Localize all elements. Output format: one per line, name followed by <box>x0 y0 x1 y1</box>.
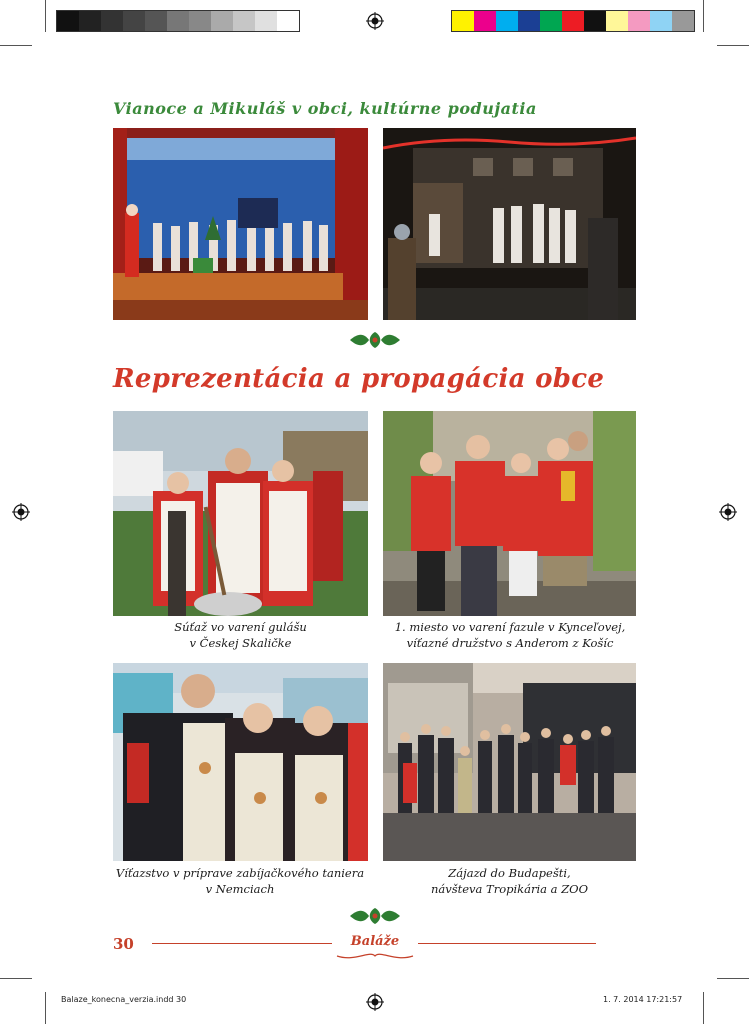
running-title: Baláže <box>350 934 400 949</box>
gray-swatch <box>211 11 233 31</box>
crop-mark <box>0 45 32 46</box>
photo-stage-children <box>113 128 368 320</box>
gray-swatch <box>233 11 255 31</box>
color-swatch <box>584 11 606 31</box>
registration-mark-icon <box>719 503 737 521</box>
crop-mark <box>0 978 32 979</box>
color-swatch <box>540 11 562 31</box>
photo-bean-winners <box>383 411 636 616</box>
slug-timestamp: 1. 7. 2014 17:21:57 <box>603 995 683 1004</box>
gray-swatch <box>277 11 299 31</box>
footer-rule-right <box>418 943 596 944</box>
photo-medal-winners <box>113 663 368 861</box>
gray-swatch <box>123 11 145 31</box>
crop-mark <box>717 45 749 46</box>
crop-mark <box>717 978 749 979</box>
caption-line: 1. miesto vo varení fazule v Kynceľovej, <box>394 620 626 634</box>
color-swatch <box>672 11 694 31</box>
caption-goulash <box>113 619 368 651</box>
caption-line: v Českej Skaličke <box>189 636 292 650</box>
photo-nativity-night <box>383 128 636 320</box>
caption-budapest <box>383 865 636 897</box>
caption-pork-plate <box>105 865 375 897</box>
caption-line: Víťazstvo v príprave zabíjačkového taniera <box>115 866 365 880</box>
gray-swatch <box>57 11 79 31</box>
caption-line: v Nemciach <box>205 882 275 896</box>
crop-mark <box>703 0 704 32</box>
section-heading-representation: Reprezentácia a propagácia obce <box>113 364 605 394</box>
page-number: 30 <box>113 935 134 953</box>
color-swatch <box>562 11 584 31</box>
caption-line: Súťaž vo varení gulášu <box>174 620 307 634</box>
color-bar <box>451 10 695 32</box>
gray-swatch <box>79 11 101 31</box>
caption-line: víťazné družstvo s Anderom z Košíc <box>406 636 614 650</box>
registration-mark-icon <box>366 993 384 1011</box>
gray-swatch <box>189 11 211 31</box>
gray-swatch <box>255 11 277 31</box>
color-swatch <box>628 11 650 31</box>
footer-rule-left <box>152 943 332 944</box>
ornament-divider-icon <box>350 330 400 350</box>
registration-mark-icon <box>366 12 384 30</box>
color-swatch <box>452 11 474 31</box>
color-swatch <box>606 11 628 31</box>
gray-swatch <box>101 11 123 31</box>
gray-scale-bar <box>56 10 300 32</box>
section-heading-christmas: Vianoce a Mikuláš v obci, kultúrne podujatia <box>113 99 537 118</box>
slug-filename: Balaze_konecna_verzia.indd 30 <box>61 995 187 1004</box>
caption-bean-winners <box>380 619 640 651</box>
caption-line: návšteva Tropikária a ZOO <box>430 882 589 896</box>
crop-mark <box>703 992 704 1024</box>
color-swatch <box>474 11 496 31</box>
photo-goulash-contest <box>113 411 368 616</box>
ornament-divider-icon <box>350 906 400 926</box>
caption-line: Zájazd do Budapešti, <box>448 866 571 880</box>
crop-mark <box>45 992 46 1024</box>
photo-budapest-trip <box>383 663 636 861</box>
registration-mark-icon <box>12 503 30 521</box>
gray-swatch <box>167 11 189 31</box>
color-swatch <box>518 11 540 31</box>
color-swatch <box>496 11 518 31</box>
color-swatch <box>650 11 672 31</box>
gray-swatch <box>145 11 167 31</box>
crop-mark <box>45 0 46 32</box>
footer-swash-icon <box>335 950 415 962</box>
